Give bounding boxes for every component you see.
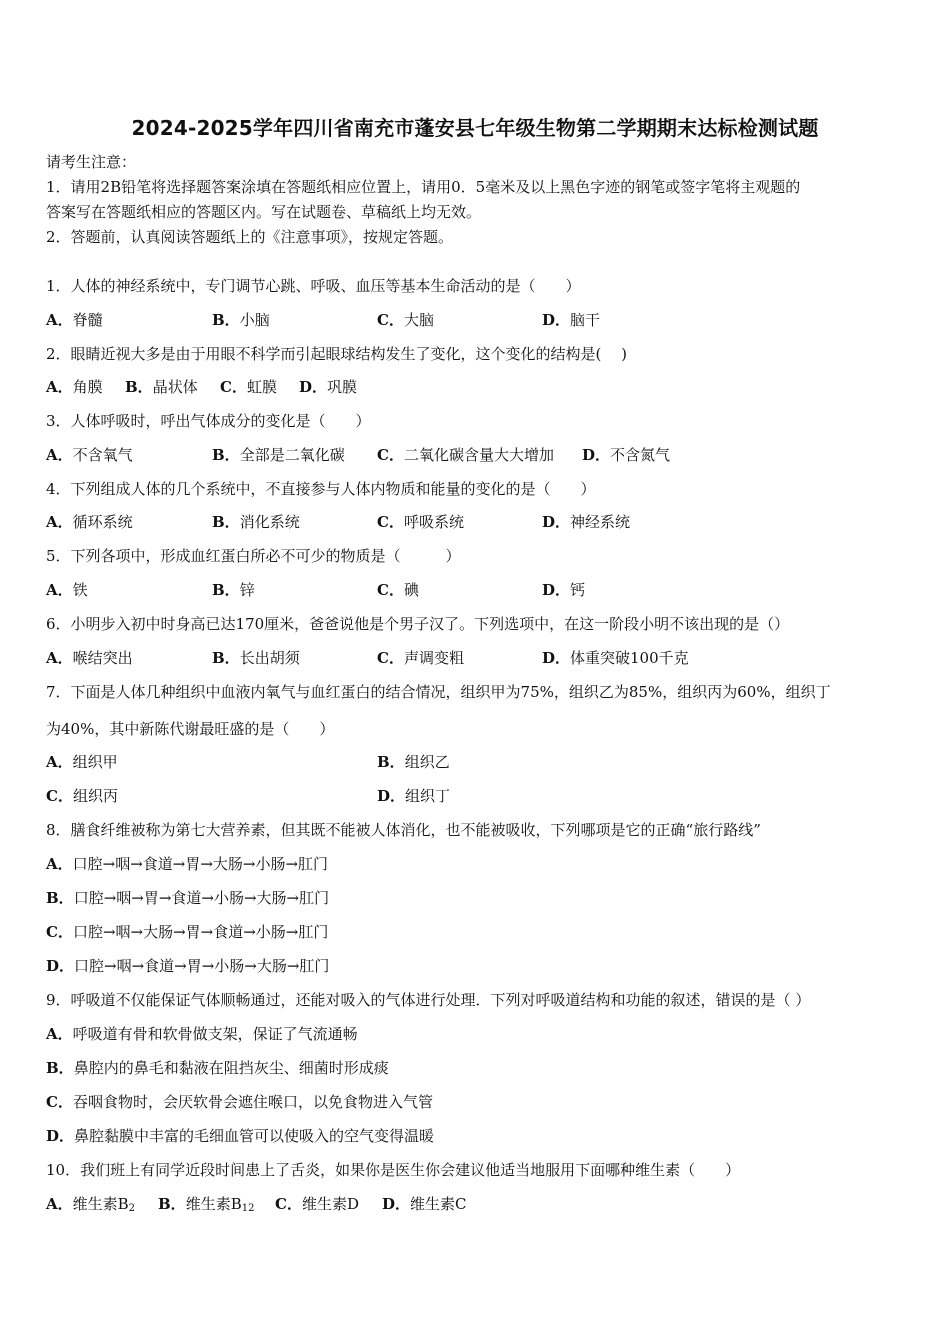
option-c: C．呼吸系统 <box>377 513 464 531</box>
option-a: A．铁 <box>46 581 88 599</box>
option-d: D．巩膜 <box>299 378 358 396</box>
option-c: C．口腔→咽→大肠→胃→食道→小肠→肛门 <box>46 923 329 941</box>
option-a: A．呼吸道有骨和软骨做支架，保证了气流通畅 <box>46 1025 358 1043</box>
exam-title: 2024-2025学年四川省南充市蓬安县七年级生物第二学期期末达标检测试题 <box>131 116 819 140</box>
option-a: A．角膜 <box>46 378 103 396</box>
option-c: C．组织丙 <box>46 787 118 805</box>
notice-line-1b: 答案写在答题纸相应的答题区内。写在试题卷、草稿纸上均无效。 <box>46 203 482 221</box>
option-d: D．钙 <box>542 581 586 599</box>
option-d: D．鼻腔黏膜中丰富的毛细血管可以使吸入的空气变得温暖 <box>46 1127 435 1145</box>
question-stem: 2．眼睛近视大多是由于用眼不科学而引起眼球结构发生了变化，这个变化的结构是( ) <box>46 345 628 363</box>
question-stem: 9．呼吸道不仅能保证气体顺畅通过，还能对吸入的气体进行处理．下列对呼吸道结构和功能的叙述，错误的是（ ） <box>46 991 811 1009</box>
option-d: D．神经系统 <box>542 513 631 531</box>
option-b: B．晶状体 <box>125 378 198 396</box>
option-b: B．鼻腔内的鼻毛和黏液在阻挡灰尘、细菌时形成痰 <box>46 1059 389 1077</box>
option-b: B．维生素$B_{12}$ <box>158 1195 255 1214</box>
option-d: D．体重突破100千克 <box>542 649 689 667</box>
option-b: B．锌 <box>212 581 255 599</box>
question-stem: 3．人体呼吸时，呼出气体成分的变化是（ ） <box>46 412 371 430</box>
option-a: A．维生素$B_2$ <box>46 1195 136 1214</box>
question-stem: 5．下列各项中，形成血红蛋白所必不可少的物质是（ ） <box>46 547 461 565</box>
option-a: A．组织甲 <box>46 753 118 771</box>
option-b: B．口腔→咽→胃→食道→小肠→大肠→肛门 <box>46 889 330 907</box>
option-b: B．全部是二氧化碳 <box>212 446 345 464</box>
option-d: D．维生素C <box>382 1195 467 1213</box>
option-d: D．组织丁 <box>377 787 451 805</box>
option-c: C．虹膜 <box>220 378 277 396</box>
question-stem: 8．膳食纤维被称为第七大营养素，但其既不能被人体消化，也不能被吸收，下列哪项是它的正确“旅行路线” <box>46 821 761 839</box>
option-b: B．小脑 <box>212 311 270 329</box>
notice-line-2: 2．答题前，认真阅读答题纸上的《注意事项》，按规定答题。 <box>46 228 454 246</box>
option-d: D．脑干 <box>542 311 601 329</box>
option-a: A．口腔→咽→食道→胃→大肠→小肠→肛门 <box>46 855 329 873</box>
option-b: B．消化系统 <box>212 513 300 531</box>
question-stem: 6．小明步入初中时身高已达170厘米，爸爸说他是个男子汉了。下列选项中，在这一阶段小明不该出现的是（） <box>46 615 790 633</box>
option-c: C．吞咽食物时，会厌软骨会遮住喉口，以免食物进入气管 <box>46 1093 433 1111</box>
question-stem: 1．人体的神经系统中，专门调节心跳、呼吸、血压等基本生命活动的是（ ） <box>46 277 581 295</box>
option-b: B．组织乙 <box>377 753 450 771</box>
option-a: A．不含氧气 <box>46 446 133 464</box>
option-c: C．碘 <box>377 581 419 599</box>
option-a: A．喉结突出 <box>46 649 133 667</box>
notice-line-1: 1．请用2B铅笔将选择题答案涂填在答题纸相应位置上，请用0．5毫米及以上黑色字迹的钢笔或签字笔将主观题的 <box>46 178 801 196</box>
question-stem: 10．我们班上有同学近段时间患上了舌炎，如果你是医生你会建议他适当地服用下面哪种维生素（ ） <box>46 1161 741 1179</box>
option-b: B．长出胡须 <box>212 649 300 667</box>
question-stem-continued: 为40%，其中新陈代谢最旺盛的是（ ） <box>46 720 335 738</box>
option-c: C．大脑 <box>377 311 434 329</box>
option-c: C．声调变粗 <box>377 649 464 667</box>
question-stem: 4．下列组成人体的几个系统中，不直接参与人体内物质和能量的变化的是（ ） <box>46 480 596 498</box>
subscript: 12 <box>241 1203 255 1214</box>
option-a: A．脊髓 <box>46 311 103 329</box>
subscript: 2 <box>128 1203 136 1214</box>
notice-heading: 请考生注意： <box>46 153 137 171</box>
option-c: C．维生素D <box>275 1195 359 1213</box>
question-stem: 7．下面是人体几种组织中血液内氧气与血红蛋白的结合情况，组织甲为75%，组织乙为85%，组织丙为60%，组织丁 <box>46 683 831 701</box>
option-c: C．二氧化碳含量大大增加 <box>377 446 554 464</box>
option-d: D．口腔→咽→食道→胃→小肠→大肠→肛门 <box>46 957 330 975</box>
option-a: A．循环系统 <box>46 513 133 531</box>
option-d: D．不含氮气 <box>582 446 671 464</box>
